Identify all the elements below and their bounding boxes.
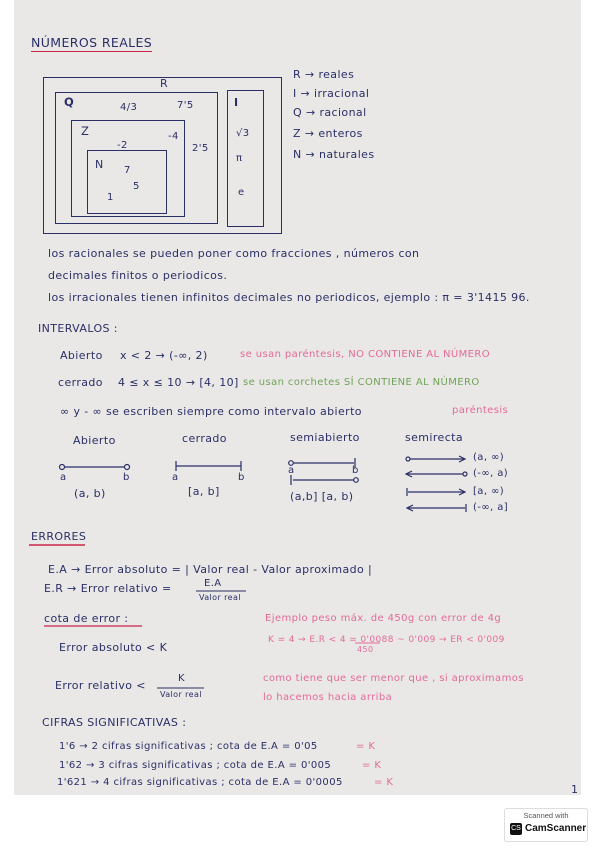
legend-item: R → reales — [293, 68, 355, 81]
semirecta-notation: (-∞, a) — [473, 468, 509, 479]
cerrado-label: cerrado — [58, 376, 103, 389]
i-element: π — [236, 153, 243, 164]
point-b-label: b — [123, 472, 130, 483]
type-cerrado: cerrado — [182, 432, 227, 445]
cifras-line: 1'6 → 2 cifras significativas ; cota de E.A = 0'05 — [59, 741, 318, 752]
n-element: 5 — [133, 181, 140, 192]
infinity-text: ∞ y - ∞ se escriben siempre como intervalo abierto — [60, 405, 362, 418]
legend-item: Q → racional — [293, 106, 367, 119]
legend-item: Z → enteros — [293, 127, 363, 140]
cota-absoluto: Error absoluto < K — [59, 641, 168, 654]
example-text: lo hacemos hacia arriba — [263, 692, 393, 703]
racionales-text: decimales finitos o periodicos. — [48, 269, 228, 282]
cota-relativo-denominator: Valor real — [160, 690, 202, 699]
type-semiabierto: semiabierto — [290, 431, 360, 444]
z-element: -4 — [168, 131, 179, 142]
set-r-label: R — [160, 77, 169, 90]
legend-item: N → naturales — [293, 148, 375, 161]
i-element: e — [238, 187, 245, 198]
cifras-line: 1'621 → 4 cifras significativas ; cota de E.A = 0'0005 — [57, 777, 343, 788]
semirecta-notation: (a, ∞) — [473, 452, 505, 463]
errores-heading: ERRORES — [31, 530, 87, 543]
k-note: = K — [374, 777, 394, 788]
cota-relativo-label: Error relativo < — [55, 679, 146, 692]
legend-item: I → irracional — [293, 87, 370, 100]
racionales-text: los racionales se pueden poner como fracciones , números con — [48, 247, 420, 260]
point-a-label: a — [288, 465, 295, 476]
point-b-label: b — [238, 472, 245, 483]
point-b-label: b — [352, 465, 359, 476]
z-element: -2 — [117, 140, 128, 151]
n-element: 1 — [107, 192, 114, 203]
set-z-label: Z — [81, 124, 90, 138]
set-i-label: I — [234, 96, 239, 109]
page-title: NÚMEROS REALES — [31, 35, 153, 50]
camscanner-name: CamScanner — [525, 823, 587, 834]
cerrado-note: se usan corchetes SÍ CONTIENE AL NÚMERO — [243, 377, 480, 388]
irracionales-text: los irracionales tienen infinitos decimales no periodicos, ejemplo : π = 3'1415 96. — [48, 291, 530, 304]
type-abierto: Abierto — [73, 434, 116, 447]
set-i-box — [227, 90, 264, 227]
semirecta-notation: [a, ∞) — [473, 486, 505, 497]
q-element: 7'5 — [177, 100, 194, 111]
set-q-label: Q — [64, 95, 75, 109]
n-element: 7 — [124, 165, 131, 176]
intervalos-heading: INTERVALOS : — [38, 322, 118, 335]
q-element: 4/3 — [120, 102, 138, 113]
watermark-caption: Scanned with — [523, 811, 569, 820]
abierto-note: se usan paréntesis, NO CONTIENE AL NÚMERO — [240, 349, 490, 360]
cota-relativo-numerator: K — [178, 673, 185, 684]
cifras-heading: CIFRAS SIGNIFICATIVAS : — [42, 716, 187, 729]
point-a-label: a — [172, 472, 179, 483]
semirecta-notation: (-∞, a] — [473, 502, 509, 513]
abierto-label: Abierto — [60, 349, 103, 362]
example-text: Ejemplo peso máx. de 450g con error de 4g — [265, 613, 502, 624]
abierto-expression: x < 2 → (-∞, 2) — [120, 349, 208, 362]
i-element: √3 — [236, 128, 250, 139]
infinity-note: paréntesis — [452, 405, 509, 416]
cifras-line: 1'62 → 3 cifras significativas ; cota de E.A = 0'005 — [59, 760, 332, 771]
cerrado-notation: [a, b] — [188, 485, 220, 498]
error-relativo-numerator: E.A — [204, 578, 222, 589]
abierto-notation: (a, b) — [74, 487, 106, 500]
cota-heading: cota de error : — [44, 612, 129, 625]
semiabierto-notation: (a,b] [a, b) — [290, 490, 354, 503]
type-semirecta: semirecta — [405, 431, 464, 444]
k-note: = K — [356, 741, 376, 752]
camscanner-logo-icon: CS — [510, 823, 522, 835]
error-relativo-denominator: Valor real — [199, 593, 241, 602]
example-denominator: 450 — [357, 645, 374, 654]
cerrado-expression: 4 ≤ x ≤ 10 → [4, 10] — [118, 376, 239, 389]
set-n-label: N — [95, 158, 104, 171]
camscanner-watermark — [504, 808, 588, 842]
error-relativo-label: E.R → Error relativo = — [44, 582, 172, 595]
example-text: como tiene que ser menor que , si aproximamos — [263, 673, 524, 684]
error-absoluto-formula: E.A → Error absoluto = | Valor real - Valor aproximado | — [48, 563, 373, 576]
k-note: = K — [362, 760, 382, 771]
page-number: 1 — [571, 783, 579, 796]
q-element: 2'5 — [192, 143, 209, 154]
example-text: K = 4 → E.R < 4 = 0'0088 ~ 0'009 → ER < 0'009 — [268, 635, 505, 645]
point-a-label: a — [60, 472, 67, 483]
